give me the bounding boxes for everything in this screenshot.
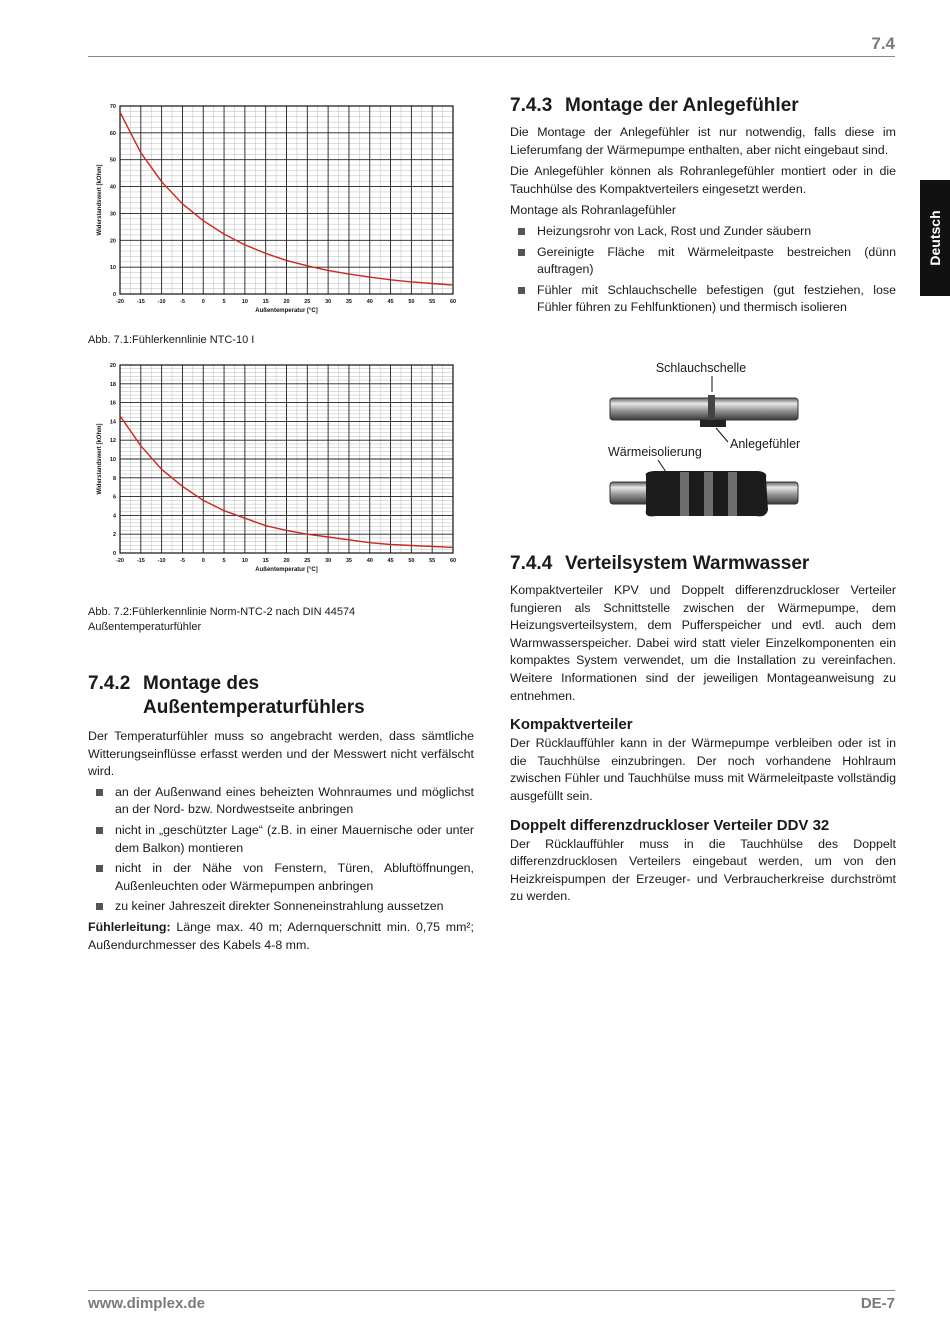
bullet-square-icon — [96, 903, 103, 910]
header-section-number: 7.4 — [871, 34, 895, 53]
x-tick-label: 10 — [241, 299, 248, 305]
chart-ntc10 — [92, 98, 464, 320]
y-tick-label: 20 — [109, 238, 116, 245]
y-tick-label: 0 — [112, 551, 116, 557]
label-clamp: Schlauchschelle — [655, 361, 747, 375]
section-742-bullets — [88, 784, 474, 916]
section-743 — [510, 94, 896, 317]
label-sensor: Anlegefühler — [730, 437, 801, 451]
x-tick-label: -10 — [157, 558, 166, 564]
footer-rule — [88, 1290, 895, 1291]
y-tick-label: 14 — [109, 419, 116, 426]
x-tick-label: 35 — [345, 299, 352, 305]
y-axis-label: Widerstandswert [kOhm] — [97, 423, 103, 495]
x-tick-label: 30 — [325, 558, 332, 564]
y-tick-label: 60 — [109, 130, 116, 137]
section-743-number: 7.4.3 — [510, 95, 553, 116]
x-tick-label: 55 — [429, 299, 436, 305]
list-item-text: nicht in „geschützter Lage“ (z.B. in einer Mauernische oder unter dem Balkon) montieren — [115, 822, 474, 855]
y-tick-label: 6 — [112, 494, 116, 501]
x-tick-label: -20 — [116, 299, 124, 305]
list-item — [510, 223, 896, 241]
y-tick-label: 10 — [109, 457, 116, 463]
x-tick-label: 50 — [408, 558, 415, 564]
x-tick-label: 25 — [304, 558, 311, 564]
x-tick-label: 30 — [325, 299, 332, 305]
section-744-number: 7.4.4 — [510, 553, 553, 574]
contact-sensor — [700, 420, 726, 427]
section-744-p1: Kompaktverteiler KPV und Doppelt differenzdruckloser Verteiler fungieren als Schnittstelle zwischen der Wärmepumpe, dem Heizungsverteilsystem, dem Pufferspeicher und evtl. auch dem Warmwasserspeicher. Dabei wird statt vieler Einzelkomponenten ein kompaktes System verwendet, um die Installation zu vereinfachen. Weitere Informationen sind der jeweiligen Montageanweisung zu entnehmen. — [510, 583, 896, 703]
x-tick-label: 55 — [429, 558, 436, 564]
chart-major-grid — [120, 365, 453, 553]
section-742-cable-info — [88, 919, 474, 954]
x-tick-label: 20 — [283, 558, 290, 564]
x-tick-label: 45 — [387, 299, 394, 305]
bullet-square-icon — [96, 865, 103, 872]
y-tick-label: 40 — [109, 184, 116, 191]
y-tick-label: 50 — [109, 157, 116, 164]
section-743-p1: Die Montage der Anlegefühler ist nur notwendig, falls diese im Lieferumfang der Wärmepumpe enthalten, aber nicht eingebaut sind. — [510, 125, 896, 157]
bullet-square-icon — [96, 827, 103, 834]
section-743-p2: Die Anlegefühler können als Rohranlegefühler montiert oder in die Tauchhülse des Kompaktverteilers eingesetzt werden. — [510, 164, 896, 196]
list-item-text: Fühler mit Schlauchschelle befestigen (gut festziehen, lose Fühler führen zu Fehlfunktionen) und thermisch isolieren — [537, 282, 896, 315]
y-tick-label: 2 — [112, 532, 116, 539]
footer-website[interactable]: www.dimplex.de — [88, 1295, 205, 1312]
y-tick-label: 8 — [112, 475, 116, 482]
chart-major-grid — [120, 106, 453, 294]
cable-info-text: Länge max. 40 m; Adernquerschnitt min. 0,75 mm²; Außendurchmesser des Kabels 4-8 mm. — [88, 919, 474, 952]
x-tick-label: 15 — [262, 299, 269, 305]
subsection-ddv32-title: Doppelt differenzdruckloser Verteiler DDV 32 — [510, 816, 830, 834]
section-743-title: Montage der Anlegefühler — [565, 95, 799, 116]
section-742-title-line2: Außentemperaturfühlers — [143, 697, 365, 718]
chart-ntc2 — [92, 357, 464, 579]
y-tick-label: 16 — [109, 400, 116, 407]
x-tick-label: 40 — [366, 558, 373, 564]
bullet-square-icon — [518, 228, 525, 235]
x-tick-label: 50 — [408, 299, 415, 305]
list-item — [88, 898, 474, 916]
x-tick-label: 15 — [262, 558, 269, 564]
list-item-text: Heizungsrohr von Lack, Rost und Zunder säubern — [537, 223, 812, 238]
y-tick-label: 0 — [112, 292, 116, 298]
y-axis-label: Widerstandswert [kOhm] — [97, 164, 103, 236]
subsection-ddv32-text: Der Rücklauffühler muss in die Tauchhülse des Doppelt differenzdrucklosen Verteilers eingebaut werden, um von den Heizkreispumpen der Erzeuger- und Verbraucherkreise durchströmt zu werden. — [510, 836, 896, 904]
x-tick-label: -20 — [116, 558, 124, 564]
list-item — [88, 784, 474, 819]
section-744 — [510, 552, 896, 906]
section-744-title: Verteilsystem Warmwasser — [565, 553, 810, 574]
list-item — [510, 244, 896, 279]
x-tick-label: 60 — [449, 299, 457, 305]
footer-page-number: DE-7 — [860, 1295, 895, 1312]
cable-info-label: Fühlerleitung: — [88, 919, 171, 934]
sensor-leader-line — [716, 428, 728, 442]
x-tick-label: -15 — [136, 299, 145, 305]
header-rule — [88, 56, 895, 57]
y-tick-label: 18 — [109, 381, 116, 388]
insulation-band — [704, 472, 713, 516]
x-tick-label: -5 — [179, 558, 185, 564]
y-tick-label: 10 — [109, 265, 116, 272]
x-tick-label: 5 — [222, 558, 226, 564]
x-tick-label: 5 — [222, 299, 226, 305]
insulation-band — [680, 472, 689, 516]
x-tick-label: 0 — [201, 299, 205, 305]
language-tab-label: Deutsch — [927, 210, 943, 266]
hose-clamp — [708, 395, 715, 423]
x-tick-label: 35 — [345, 558, 352, 564]
y-tick-label: 70 — [109, 104, 116, 110]
list-item — [88, 822, 474, 857]
list-item-text: an der Außenwand eines beheizten Wohnraumes und möglichst an der Nord- bzw. Nordwestseite anbringen — [115, 784, 474, 817]
list-item-text: nicht in der Nähe von Fenstern, Türen, Abluftöffnungen, Außenleuchten oder Wärmepumpen anbringen — [115, 861, 474, 893]
list-item-text: zu keiner Jahreszeit direkter Sonneneinstrahlung aussetzen — [115, 899, 444, 914]
section-743-heading — [510, 94, 896, 118]
x-tick-label: 25 — [304, 299, 311, 305]
x-tick-label: 10 — [241, 558, 248, 564]
label-insulation: Wärmeisolierung — [608, 445, 702, 459]
insulation-leader-line — [658, 460, 666, 472]
list-item — [88, 860, 474, 895]
y-tick-label: 12 — [109, 438, 116, 445]
bullet-square-icon — [518, 249, 525, 256]
section-742 — [88, 672, 474, 954]
insulation-band — [728, 472, 737, 516]
x-tick-label: -10 — [157, 299, 166, 305]
figure-caption-ntc2-line2: Außentemperaturfühler — [88, 621, 202, 633]
section-742-intro: Der Temperaturfühler muss so angebracht werden, dass sämtliche Witterungseinflüsse erfasst werden und der Messwert nicht verfälscht wird. — [88, 729, 474, 779]
figure-caption-ntc2 — [88, 605, 355, 635]
x-tick-label: 45 — [387, 558, 394, 564]
x-tick-label: 0 — [201, 558, 205, 564]
x-tick-label: -5 — [179, 299, 185, 305]
language-tab[interactable] — [920, 180, 950, 296]
section-742-heading — [88, 672, 474, 720]
y-tick-label: 30 — [109, 211, 116, 218]
x-axis-label: Außentemperatur [°C] — [255, 567, 318, 573]
figure-caption-ntc2-line1: Abb. 7.2:Fühlerkennlinie Norm-NTC-2 nach DIN 44574 — [88, 606, 356, 618]
section-742-number: 7.4.2 — [88, 673, 131, 694]
x-tick-label: -15 — [136, 558, 145, 564]
subsection-kompaktverteiler-title: Kompaktverteiler — [510, 716, 633, 734]
figure-caption-ntc10: Abb. 7.1:Fühlerkennlinie NTC-10 I — [88, 334, 255, 346]
list-item-text: Gereinigte Fläche mit Wärmeleitpaste bestreichen (dünn auftragen) — [537, 244, 896, 277]
upper-pipe — [610, 398, 798, 420]
x-tick-label: 20 — [283, 299, 290, 305]
x-tick-label: 60 — [449, 558, 457, 564]
bullet-square-icon — [518, 287, 525, 294]
section-743-p3: Montage als Rohranlagefühler — [510, 203, 677, 218]
x-tick-label: 40 — [366, 299, 373, 305]
section-744-heading — [510, 552, 896, 576]
section-743-bullets — [510, 223, 896, 317]
x-axis-label: Außentemperatur [°C] — [255, 308, 318, 314]
section-742-title-line1: Montage des — [143, 673, 260, 694]
y-tick-label: 4 — [112, 513, 116, 520]
pipe-sensor-illustration — [598, 358, 808, 530]
bullet-square-icon — [96, 789, 103, 796]
list-item — [510, 282, 896, 317]
y-tick-label: 20 — [109, 363, 116, 369]
subsection-kompaktverteiler-text: Der Rücklauffühler kann in der Wärmepumpe verbleiben oder ist in die Tauchhülse einzubringen. Der noch vorhandene Hohlraum zwischen Fühler und Tauchhülse muss mit Wärmeleitpaste vollständig ausgefüllt sein. — [510, 736, 896, 803]
